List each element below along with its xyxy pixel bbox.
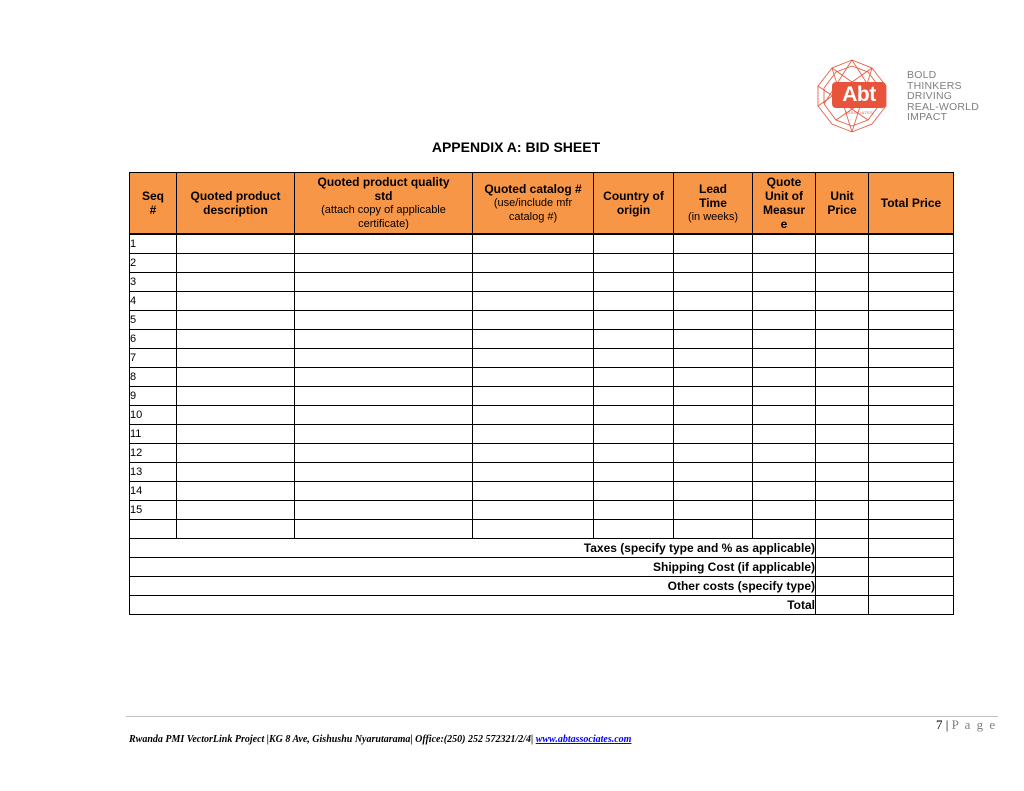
table-cell[interactable] <box>295 292 473 311</box>
footer-address: Rwanda PMI VectorLink Project |KG 8 Ave, Gishushu Nyarutarama| Office:(250) 252 572321/2/4| <box>129 734 536 745</box>
table-cell[interactable] <box>816 234 869 254</box>
table-cell[interactable] <box>869 387 954 406</box>
table-cell[interactable] <box>753 387 816 406</box>
table-cell[interactable] <box>816 349 869 368</box>
table-cell[interactable] <box>753 234 816 254</box>
table-cell[interactable] <box>594 501 674 520</box>
table-cell[interactable] <box>753 444 816 463</box>
table-cell[interactable] <box>295 254 473 273</box>
table-cell[interactable] <box>473 234 594 254</box>
table-row <box>130 482 954 501</box>
row-seq-number: 15 <box>130 501 177 520</box>
table-cell[interactable] <box>594 234 674 254</box>
table-cell[interactable] <box>177 254 295 273</box>
table-cell[interactable] <box>869 501 954 520</box>
table-cell[interactable] <box>869 520 954 539</box>
table-cell[interactable] <box>473 482 594 501</box>
table-cell[interactable] <box>816 273 869 292</box>
tagline-line: DRIVING <box>907 90 953 102</box>
logo-subtext: ASSOCIATES <box>844 110 874 115</box>
table-cell[interactable] <box>753 463 816 482</box>
col-header-unit-price: Unit Price <box>816 173 869 235</box>
summary-cell[interactable] <box>816 577 869 596</box>
table-cell[interactable] <box>177 330 295 349</box>
table-row <box>130 463 954 482</box>
table-cell[interactable] <box>674 482 753 501</box>
tagline-line: THINKERS <box>907 79 962 92</box>
table-cell[interactable] <box>816 501 869 520</box>
summary-row-total <box>130 596 954 615</box>
row-seq-number: 5 <box>130 311 177 330</box>
table-cell[interactable] <box>473 463 594 482</box>
table-cell[interactable] <box>473 406 594 425</box>
row-seq-number: 7 <box>130 349 177 368</box>
table-cell[interactable] <box>869 311 954 330</box>
table-cell[interactable] <box>295 234 473 254</box>
table-cell[interactable] <box>816 463 869 482</box>
row-seq-number: 8 <box>130 368 177 387</box>
table-cell[interactable] <box>594 292 674 311</box>
table-cell[interactable] <box>674 330 753 349</box>
table-cell[interactable] <box>816 444 869 463</box>
page-title: APPENDIX A: BID SHEET <box>431 139 601 155</box>
table-cell[interactable] <box>674 425 753 444</box>
table-cell[interactable] <box>177 501 295 520</box>
table-cell[interactable] <box>869 444 954 463</box>
table-cell[interactable] <box>753 273 816 292</box>
table-cell[interactable] <box>594 387 674 406</box>
table-cell[interactable] <box>869 482 954 501</box>
table-cell[interactable] <box>753 349 816 368</box>
summary-cell[interactable] <box>816 539 869 558</box>
table-cell[interactable] <box>594 520 674 539</box>
summary-cell[interactable] <box>816 558 869 577</box>
row-seq-number: 1 <box>130 234 177 254</box>
table-cell[interactable] <box>473 330 594 349</box>
page-number: 7 | P a g e <box>936 717 997 732</box>
col-header-description: Quoted product description <box>177 173 295 235</box>
table-cell[interactable] <box>753 501 816 520</box>
table-cell[interactable] <box>295 311 473 330</box>
table-cell[interactable] <box>177 463 295 482</box>
table-cell[interactable] <box>869 273 954 292</box>
table-row <box>130 520 954 539</box>
table-cell[interactable] <box>295 463 473 482</box>
table-cell[interactable] <box>816 482 869 501</box>
table-cell[interactable] <box>295 425 473 444</box>
table-cell[interactable] <box>473 425 594 444</box>
col-header-unit-of-measure: Quote Unit of Measur e <box>753 173 816 235</box>
table-cell[interactable] <box>753 292 816 311</box>
table-cell[interactable] <box>816 406 869 425</box>
table-cell[interactable] <box>594 349 674 368</box>
summary-cell[interactable] <box>869 577 954 596</box>
tagline-line: BOLD <box>907 69 937 81</box>
table-row <box>130 330 954 349</box>
table-cell[interactable] <box>674 501 753 520</box>
table-row <box>130 406 954 425</box>
col-header-lead-time: Lead Time (in weeks) <box>674 173 753 235</box>
row-seq-number <box>130 520 177 539</box>
table-cell[interactable] <box>869 349 954 368</box>
col-header-country: Country of origin <box>594 173 674 235</box>
table-cell[interactable] <box>177 482 295 501</box>
table-cell[interactable] <box>674 234 753 254</box>
table-cell[interactable] <box>594 330 674 349</box>
table-cell[interactable] <box>473 501 594 520</box>
table-cell[interactable] <box>753 368 816 387</box>
table-cell[interactable] <box>594 425 674 444</box>
footer-text <box>129 734 631 745</box>
table-cell[interactable] <box>177 273 295 292</box>
table-cell[interactable] <box>473 273 594 292</box>
table-cell[interactable] <box>295 501 473 520</box>
summary-row-taxes <box>130 539 954 558</box>
table-cell[interactable] <box>594 254 674 273</box>
table-cell[interactable] <box>869 292 954 311</box>
table-cell[interactable] <box>674 387 753 406</box>
table-cell[interactable] <box>869 463 954 482</box>
table-cell[interactable] <box>177 425 295 444</box>
table-cell[interactable] <box>674 406 753 425</box>
table-cell[interactable] <box>473 349 594 368</box>
table-header-row <box>130 173 954 235</box>
table-row <box>130 444 954 463</box>
table-cell[interactable] <box>816 368 869 387</box>
row-seq-number: 14 <box>130 482 177 501</box>
row-seq-number: 10 <box>130 406 177 425</box>
table-cell[interactable] <box>753 406 816 425</box>
tagline-line: REAL-WORLD <box>907 100 980 113</box>
summary-cell[interactable] <box>869 558 954 577</box>
table-cell[interactable] <box>594 368 674 387</box>
row-seq-number: 4 <box>130 292 177 311</box>
table-cell[interactable] <box>473 254 594 273</box>
table-cell[interactable] <box>177 520 295 539</box>
col-header-seq: Seq # <box>130 173 177 235</box>
table-cell[interactable] <box>594 273 674 292</box>
table-row <box>130 368 954 387</box>
table-cell[interactable] <box>869 425 954 444</box>
table-cell[interactable] <box>816 387 869 406</box>
table-cell[interactable] <box>674 463 753 482</box>
table-cell[interactable] <box>816 520 869 539</box>
table-cell[interactable] <box>816 330 869 349</box>
table-cell[interactable] <box>177 368 295 387</box>
table-cell[interactable] <box>753 482 816 501</box>
table-cell[interactable] <box>295 520 473 539</box>
table-cell[interactable] <box>674 368 753 387</box>
table-row <box>130 387 954 406</box>
footer-website-link[interactable]: www.abtassociates.com <box>535 734 632 745</box>
table-cell[interactable] <box>295 368 473 387</box>
table-row <box>130 234 954 254</box>
table-cell[interactable] <box>816 292 869 311</box>
table-cell[interactable] <box>295 349 473 368</box>
footer-divider <box>126 716 998 717</box>
table-cell[interactable] <box>674 273 753 292</box>
table-cell[interactable] <box>177 292 295 311</box>
col-header-quality-std: Quoted product quality std (attach copy of applicable certificate) <box>295 173 473 235</box>
table-cell[interactable] <box>177 444 295 463</box>
summary-label: Taxes (specify type and % as applicable) <box>130 539 816 558</box>
table-cell[interactable] <box>869 406 954 425</box>
table-cell[interactable] <box>869 234 954 254</box>
table-cell[interactable] <box>753 425 816 444</box>
summary-label: Other costs (specify type) <box>130 577 816 596</box>
table-cell[interactable] <box>177 349 295 368</box>
table-row <box>130 349 954 368</box>
table-cell[interactable] <box>674 292 753 311</box>
table-cell[interactable] <box>295 444 473 463</box>
table-cell[interactable] <box>816 425 869 444</box>
table-cell[interactable] <box>753 520 816 539</box>
table-cell[interactable] <box>177 387 295 406</box>
table-row <box>130 273 954 292</box>
logo-wordmark: Abt <box>832 82 886 108</box>
table-cell[interactable] <box>473 292 594 311</box>
row-seq-number: 9 <box>130 387 177 406</box>
table-cell[interactable] <box>594 444 674 463</box>
table-cell[interactable] <box>594 463 674 482</box>
row-seq-number: 13 <box>130 463 177 482</box>
table-cell[interactable] <box>674 444 753 463</box>
summary-label: Shipping Cost (if applicable) <box>130 558 816 577</box>
table-cell[interactable] <box>816 254 869 273</box>
summary-cell[interactable] <box>869 539 954 558</box>
row-seq-number: 6 <box>130 330 177 349</box>
table-row <box>130 311 954 330</box>
col-header-catalog: Quoted catalog # (use/include mfr catalog #) <box>473 173 594 235</box>
row-seq-number: 11 <box>130 425 177 444</box>
table-cell[interactable] <box>295 330 473 349</box>
table-cell[interactable] <box>473 520 594 539</box>
summary-cell[interactable] <box>869 596 954 615</box>
row-seq-number: 2 <box>130 254 177 273</box>
table-cell[interactable] <box>816 311 869 330</box>
table-row <box>130 254 954 273</box>
table-cell[interactable] <box>295 406 473 425</box>
table-cell[interactable] <box>753 311 816 330</box>
table-cell[interactable] <box>594 482 674 501</box>
table-cell[interactable] <box>177 406 295 425</box>
summary-label: Total <box>130 596 816 615</box>
table-cell[interactable] <box>473 311 594 330</box>
row-seq-number: 3 <box>130 273 177 292</box>
logo-tagline <box>907 70 979 123</box>
table-cell[interactable] <box>594 406 674 425</box>
table-cell[interactable] <box>473 387 594 406</box>
table-cell[interactable] <box>177 311 295 330</box>
table-cell[interactable] <box>473 444 594 463</box>
summary-row-shipping <box>130 558 954 577</box>
table-cell[interactable] <box>674 349 753 368</box>
table-cell[interactable] <box>869 330 954 349</box>
table-cell[interactable] <box>594 311 674 330</box>
table-cell[interactable] <box>869 254 954 273</box>
tagline-line: IMPACT <box>907 111 948 123</box>
summary-row-other <box>130 577 954 596</box>
table-cell[interactable] <box>295 482 473 501</box>
table-row <box>130 425 954 444</box>
table-cell[interactable] <box>753 254 816 273</box>
table-cell[interactable] <box>295 273 473 292</box>
table-cell[interactable] <box>869 368 954 387</box>
table-row <box>130 501 954 520</box>
row-seq-number: 12 <box>130 444 177 463</box>
col-header-total-price: Total Price <box>869 173 954 235</box>
table-cell[interactable] <box>674 520 753 539</box>
table-cell[interactable] <box>753 330 816 349</box>
table-cell[interactable] <box>295 387 473 406</box>
table-cell[interactable] <box>473 368 594 387</box>
summary-cell[interactable] <box>816 596 869 615</box>
table-cell[interactable] <box>177 234 295 254</box>
bid-sheet-table <box>129 172 954 615</box>
table-body <box>130 234 954 615</box>
table-cell[interactable] <box>674 254 753 273</box>
table-cell[interactable] <box>674 311 753 330</box>
table-row <box>130 292 954 311</box>
